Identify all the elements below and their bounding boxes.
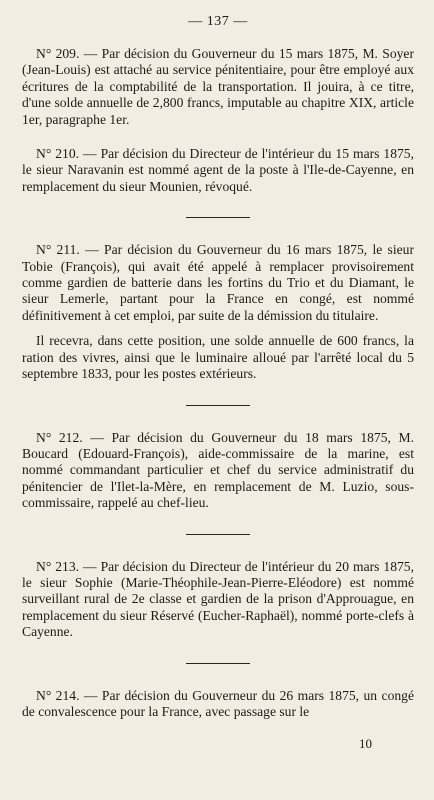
entry-214	[22, 688, 414, 721]
entry-paragraph: N° 209. — Par décision du Gouverneur du 15 mars 1875, M. Soyer (Jean-Louis) est attaché au service pénitentiaire, pour être employé aux écritures de la comptabilité de la transportation. Il jouira, à ce titre, d'une solde annuelle de 2,800 francs, imputable au chapitre XIX, article 1er, paragraphe 1er.	[22, 46, 414, 127]
entry-paragraph: N° 212. — Par décision du Gouverneur du 18 mars 1875, M. Boucard (Edouard-François), aide-commissaire de la marine, est nommé commandant particulier et chef du service administratif du pénitencier de l'Ilet-la-Mère, en remplacement de M. Luzio, sous-commissaire, rappelé au chef-lieu.	[22, 429, 414, 511]
entry-211	[22, 242, 414, 382]
entry-paragraph: N° 211. — Par décision du Gouverneur du 16 mars 1875, le sieur Tobie (François), qui avait été appelé à remplacer provisoirement comme gardien de batterie dans les fortins du Trio et du Diamant, le sieur Lemerle, partant pour la France en congé, est nommé définitivement à cet emploi, par suite de la démission du titulaire.	[22, 242, 414, 323]
entry-210	[22, 146, 414, 195]
section-divider	[186, 217, 250, 218]
section-divider	[186, 405, 250, 406]
signature-mark: 10	[359, 736, 372, 751]
entry-paragraph: N° 214. — Par décision du Gouverneur du 26 mars 1875, un congé de convalescence pour la France, avec passage sur le	[22, 687, 414, 719]
section-divider	[186, 534, 250, 535]
entry-212	[22, 430, 414, 512]
entry-paragraph: N° 210. — Par décision du Directeur de l'intérieur du 15 mars 1875, le sieur Naravanin est nommé agent de la poste à l'Ile-de-Cayenne, en remplacement du sieur Mounien, révoqué.	[22, 146, 414, 194]
entry-spacer	[22, 128, 414, 146]
entry-213	[22, 559, 414, 641]
entry-209	[22, 46, 414, 128]
entry-paragraph: Il recevra, dans cette position, une solde annuelle de 600 francs, la ration des vivres, ainsi que le luminaire alloué par l'arrêté local du 5 septembre 1833, pour les postes extérieurs.	[22, 333, 414, 382]
section-divider	[186, 663, 250, 664]
entry-paragraph: N° 213. — Par décision du Directeur de l'intérieur du 20 mars 1875, le sieur Sophie (Marie-Théophile-Jean-Pierre-Eléodore) est nommé surveillant rural de 2e classe et gardien de la prison d'Approuague, en remplacement du sieur Réservé (Eucher-Raphaël), nommé porte-clefs à Cayenne.	[22, 558, 414, 640]
page-number: — 137 —	[188, 14, 248, 29]
